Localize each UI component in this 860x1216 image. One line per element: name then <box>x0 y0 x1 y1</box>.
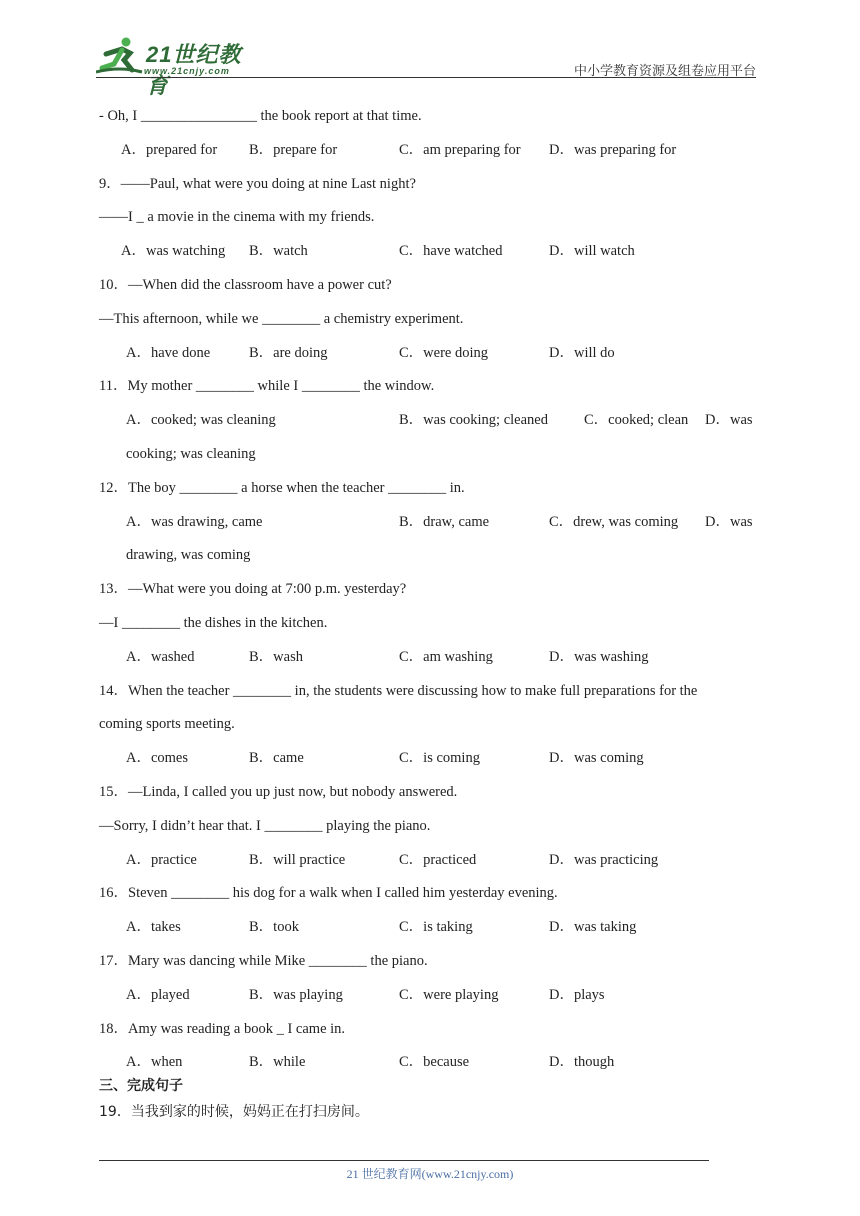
option-c: C．is taking <box>399 919 473 936</box>
option-a: A．prepared for <box>121 141 218 158</box>
question-line: 17．Mary was dancing while Mike ________ the piano. <box>99 952 428 969</box>
option-b: B．came <box>249 750 304 767</box>
footer-divider <box>99 1160 709 1161</box>
header-divider <box>96 77 756 78</box>
option-a: A．washed <box>126 648 195 665</box>
platform-title: 中小学教育资源及组卷应用平台 <box>573 64 756 79</box>
option-b: B．while <box>249 1054 306 1071</box>
question-line: 19．当我到家的时候，妈妈正在打扫房间。 <box>99 1104 369 1121</box>
option-c: C．were playing <box>399 986 499 1003</box>
runner-logo-icon <box>96 36 144 76</box>
logo-url: www.21cnjy.com <box>144 66 230 76</box>
page-header <box>96 30 756 98</box>
option-d: D．was <box>705 513 753 530</box>
options-row <box>99 915 759 949</box>
question-line: 18．Amy was reading a book _ I came in. <box>99 1020 346 1037</box>
option-b: B．wash <box>249 648 303 665</box>
option-b: B．prepare for <box>249 141 338 158</box>
option-c: C．cooked; clean <box>584 412 689 429</box>
document-body <box>99 104 759 1126</box>
option-c: C．have watched <box>399 243 503 260</box>
options-row <box>99 239 759 273</box>
option-a: A．comes <box>126 750 189 767</box>
option-d: D．will watch <box>549 243 635 260</box>
question-line: coming sports meeting. <box>99 716 235 733</box>
options-row <box>99 746 759 780</box>
options-row <box>99 341 759 375</box>
page-footer: 21 世纪教育网(www.21cnjy.com) <box>346 1167 514 1181</box>
option-b: B．was cooking; cleaned <box>399 412 548 429</box>
question-line: - Oh, I ________________ the book report at that time. <box>99 108 422 124</box>
options-row <box>99 1050 759 1074</box>
option-d: D．will do <box>549 344 615 361</box>
option-b: B．are doing <box>249 344 328 361</box>
logo-text: 21世纪教育 <box>146 42 242 98</box>
option-b: B．watch <box>249 243 308 260</box>
option-c: C．were doing <box>399 344 488 361</box>
option-d: D．was practicing <box>549 851 659 868</box>
options-row <box>99 645 759 679</box>
options-row <box>99 138 759 172</box>
question-line: 11．My mother ________ while I ________ the window. <box>99 378 435 395</box>
option-d: D．was <box>705 412 753 429</box>
option-a: A．takes <box>126 919 181 936</box>
option-a: A．played <box>126 986 190 1003</box>
question-line: —I ________ the dishes in the kitchen. <box>99 614 328 631</box>
option-d: D．was preparing for <box>549 141 677 158</box>
logo <box>96 36 261 98</box>
question-line: 12．The boy ________ a horse when the teacher ________ in. <box>99 479 465 496</box>
option-d: D．plays <box>549 986 605 1003</box>
options-row <box>99 848 759 882</box>
question-line: —Sorry, I didn’t hear that. I ________ playing the piano. <box>99 817 431 834</box>
question-line: 13．—What were you doing at 7:00 p.m. yesterday? <box>99 581 407 598</box>
option-b: B．draw, came <box>399 513 490 530</box>
option-c: C．drew, was coming <box>549 513 679 530</box>
option-b: B．will practice <box>249 851 346 868</box>
option-b: B．took <box>249 919 299 936</box>
option-b: B．was playing <box>249 986 343 1003</box>
question-line: 14．When the teacher ________ in, the students were discussing how to make full preparations for the <box>99 682 698 699</box>
option-c: C．am washing <box>399 648 493 665</box>
options-row <box>99 408 759 442</box>
options-row <box>99 983 759 1017</box>
question-line: —This afternoon, while we ________ a chemistry experiment. <box>99 310 464 327</box>
section-heading: 三、完成句子 <box>99 1078 183 1095</box>
option-d: D．was taking <box>549 919 637 936</box>
option-a: A．when <box>126 1054 183 1071</box>
question-line: 16．Steven ________ his dog for a walk when I called him yesterday evening. <box>99 885 558 902</box>
option-c: C．am preparing for <box>399 141 521 158</box>
option-a: A．was watching <box>121 243 226 260</box>
option-c: C．is coming <box>399 750 480 767</box>
option-c: C．because <box>399 1054 470 1071</box>
option-a: A．practice <box>126 851 197 868</box>
option-d: D．was washing <box>549 648 649 665</box>
option-a: A．have done <box>126 344 211 361</box>
option-a: A．was drawing, came <box>126 513 263 530</box>
option-a: A．cooked; was cleaning <box>126 412 276 429</box>
question-line: 15．—Linda, I called you up just now, but nobody answered. <box>99 783 458 800</box>
option-d: D．was coming <box>549 750 644 767</box>
question-line: 10．—When did the classroom have a power cut? <box>99 276 392 293</box>
options-row <box>99 510 759 544</box>
option-d-continued: drawing, was coming <box>126 547 251 564</box>
option-d-continued: cooking; was cleaning <box>126 445 256 462</box>
option-c: C．practiced <box>399 851 477 868</box>
question-line: ——I _ a movie in the cinema with my friends. <box>99 209 375 226</box>
option-d: D．though <box>549 1054 615 1071</box>
question-line: 9．——Paul, what were you doing at nine Last night? <box>99 175 416 192</box>
